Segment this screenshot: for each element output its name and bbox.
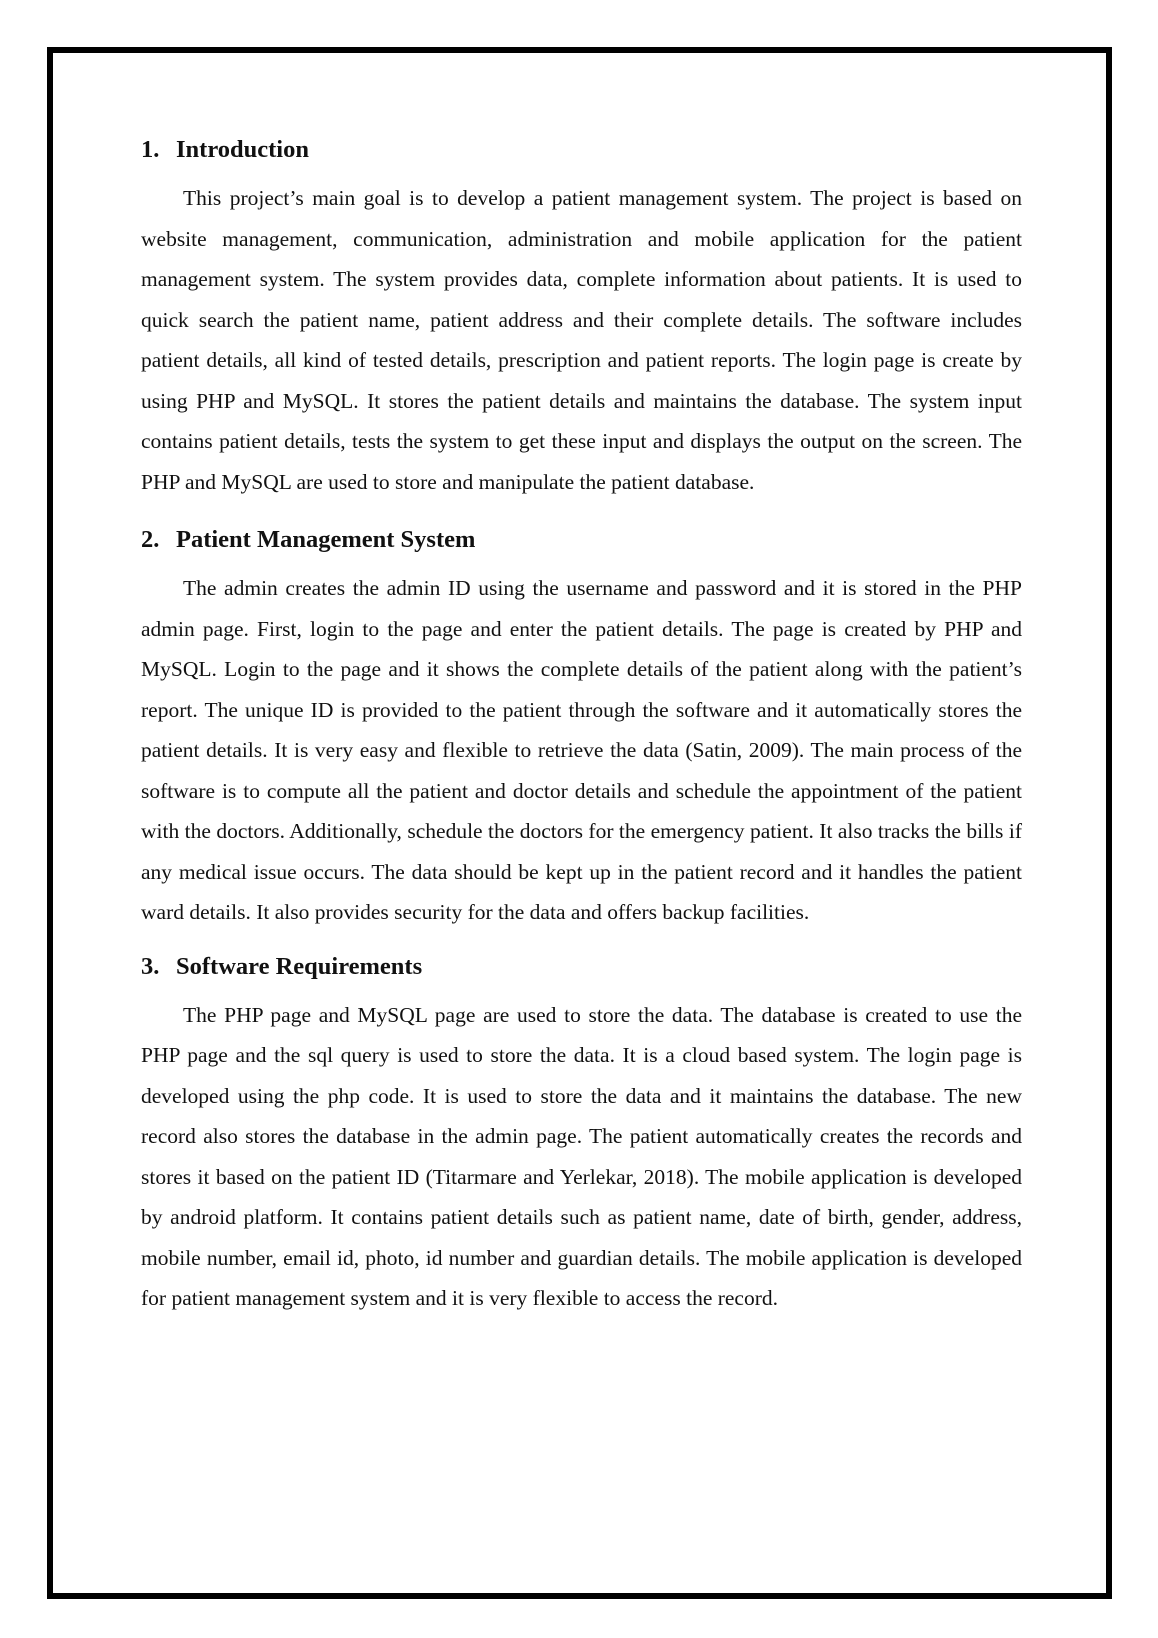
section-number: 1. — [141, 136, 160, 163]
document-body — [141, 135, 1022, 1319]
section-number: 2. — [141, 526, 160, 553]
section-patient-management-system — [141, 525, 1022, 933]
section-paragraph: The admin creates the admin ID using the username and password and it is stored in the PHP admin page. First, login to the page and enter the patient details. The page is created by PHP and MySQL. Login to the page and it shows the complete details of the patient along with the patient’s report. The unique ID is provided to the patient through the software and it automatically stores the patient details. It is very easy and flexible to retrieve the data (Satin, 2009). The main process of the software is to compute all the patient and doctor details and schedule the appointment of the patient with the doctors. Additionally, schedule the doctors for the emergency patient. It also tracks the bills if any medical issue occurs. The data should be kept up in the patient record and it handles the patient ward details. It also provides security for the data and offers backup facilities. — [141, 576, 1022, 924]
section-number: 3. — [141, 952, 160, 980]
section-heading — [141, 525, 1022, 555]
section-software-requirements — [141, 952, 1022, 1319]
section-paragraph: This project’s main goal is to develop a patient management system. The project is based on website management, communication, administration and mobile application for the patient management system. The system provides data, complete information about patients. It is used to quick search the patient name, patient address and their complete details. The software includes patient details, all kind of tested details, prescription and patient reports. The login page is create by using PHP and MySQL. It stores the patient details and maintains the database. The system input contains patient details, tests the system to get these input and displays the output on the screen. The PHP and MySQL are used to store and manipulate the patient database. — [141, 186, 1022, 494]
section-title: Software Requirements — [176, 952, 423, 980]
section-title: Patient Management System — [176, 526, 476, 553]
section-paragraph: The PHP page and MySQL page are used to store the data. The database is created to use the PHP page and the sql query is used to store the data. It is a cloud based system. The login page is developed using the php code. It is used to store the data and it maintains the database. The new record also stores the database in the admin page. The patient automatically creates the records and stores it based on the patient ID (Titarmare and Yerlekar, 2018). The mobile application is developed by android platform. It contains patient details such as patient name, date of birth, gender, address, mobile number, email id, photo, id number and guardian details. The mobile application is developed for patient management system and it is very flexible to access the record. — [141, 1002, 1022, 1310]
section-heading — [141, 135, 1022, 165]
section-title: Introduction — [176, 136, 309, 163]
section-heading — [141, 952, 1022, 982]
section-introduction — [141, 135, 1022, 502]
